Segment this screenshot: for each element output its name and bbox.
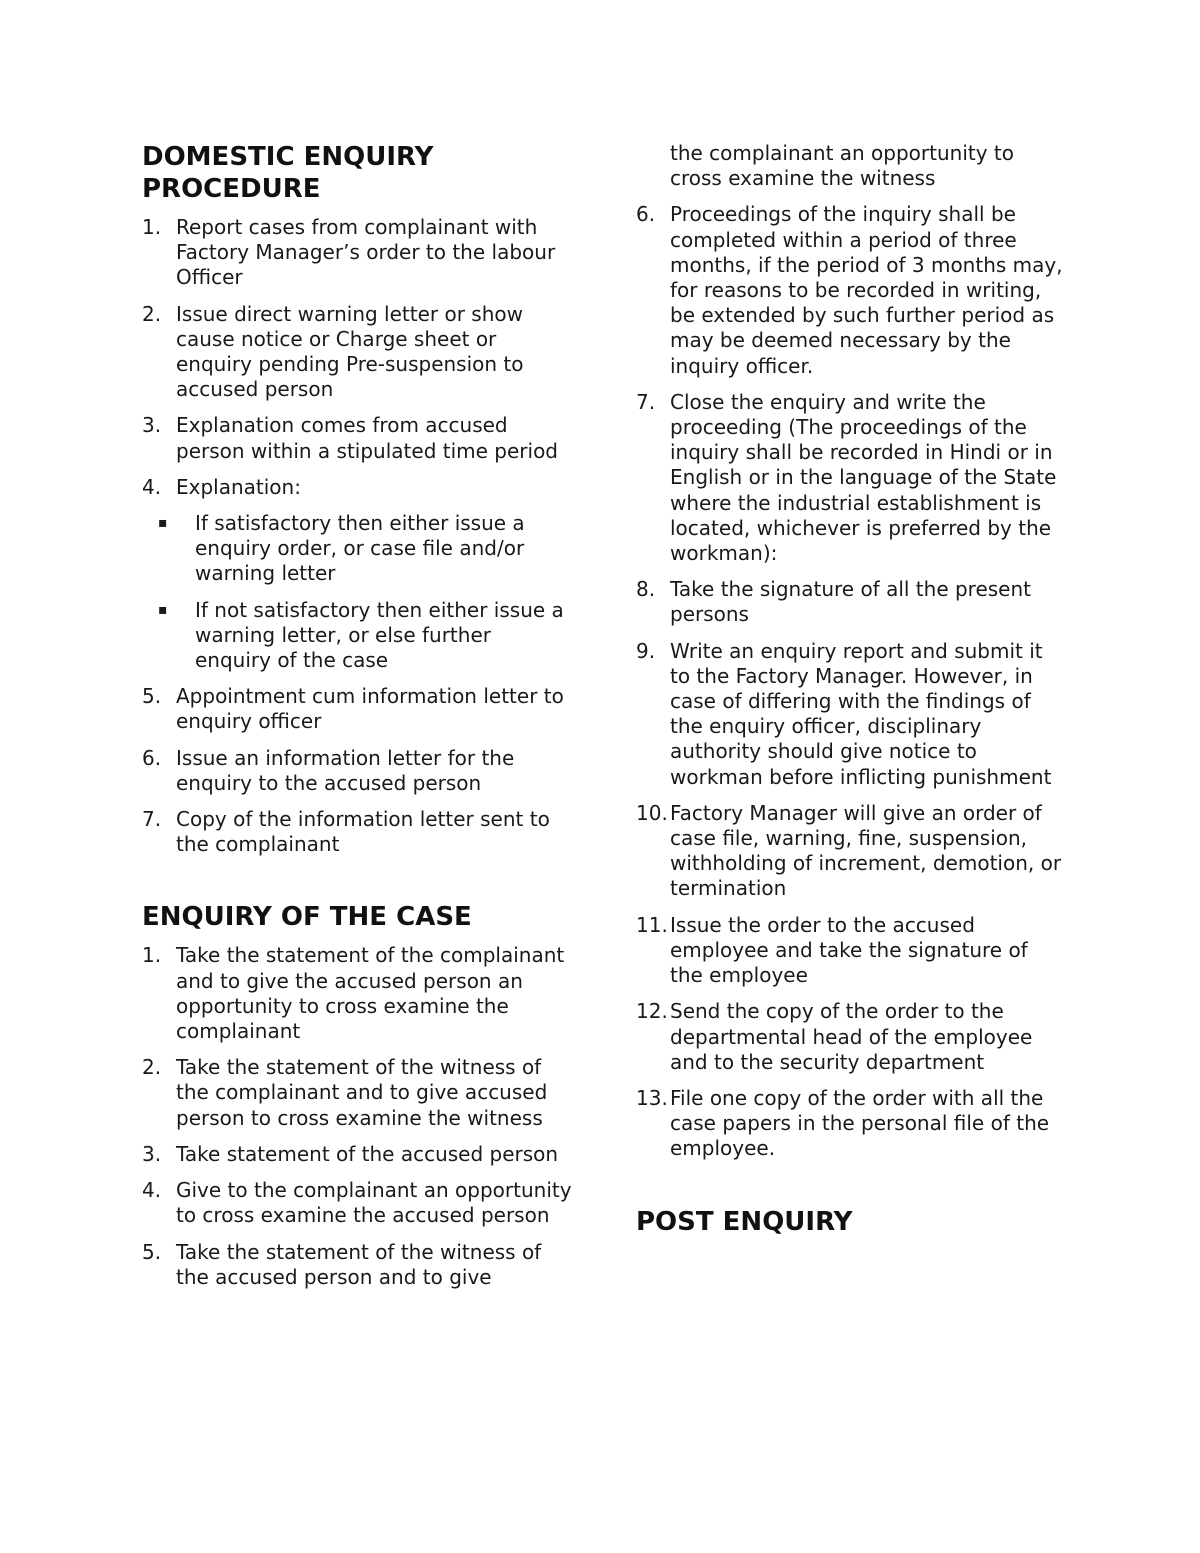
list-item bbox=[142, 807, 572, 857]
item-text: Take the statement of the witness of the complainant and to give accused person to cross examine the witness bbox=[176, 1055, 548, 1130]
item-number: 12. bbox=[636, 999, 668, 1024]
item-text: Appointment cum information letter to enquiry officer bbox=[176, 684, 564, 734]
item-text: Take the statement of the witness of the accused person and to give bbox=[176, 1239, 542, 1289]
item-number: 3. bbox=[142, 1141, 162, 1166]
item-text: Report cases from complainant with Factory Manager’s order to the labour Officer bbox=[176, 215, 556, 290]
bullet-item bbox=[142, 598, 572, 674]
item-text: Take the signature of all the present persons bbox=[670, 577, 1032, 627]
square-bullet-icon: ▪ bbox=[158, 515, 168, 532]
list-item bbox=[636, 202, 1066, 378]
item-number: 4. bbox=[142, 1178, 162, 1203]
item-number: 2. bbox=[142, 1055, 162, 1080]
list-item bbox=[142, 1240, 572, 1290]
item-text: Proceedings of the inquiry shall be completed within a period of three months, if the period of 3 months may, for reasons to be recorded in writing, be extended by such further period as may be deemed necessary by the inquiry officer. bbox=[670, 202, 1063, 378]
list-item bbox=[142, 302, 572, 403]
item-number: 7. bbox=[142, 807, 162, 832]
item-text: Explanation comes from accused person within a stipulated time period bbox=[176, 413, 559, 463]
section-title-post-enquiry: POST ENQUIRY bbox=[636, 1206, 853, 1237]
item-number: 5. bbox=[142, 1239, 162, 1264]
list-item bbox=[636, 913, 1066, 989]
item-number: 10. bbox=[636, 800, 668, 825]
item-text: Factory Manager will give an order of case file, warning, fine, suspension, withholding of increment, demotion, or termination bbox=[670, 800, 1062, 901]
list-item bbox=[142, 475, 572, 500]
item-text: Close the enquiry and write the proceeding (The proceedings of the inquiry shall be recorded in Hindi or in English or in the language of the State where the industrial establishment is located, whichever is preferred by the workman): bbox=[670, 389, 1057, 566]
item-number: 2. bbox=[142, 301, 162, 326]
right-column bbox=[636, 0, 1066, 1238]
item-text: Copy of the information letter sent to the complainant bbox=[176, 807, 550, 857]
procedure-list bbox=[142, 215, 572, 857]
item-text: Take the statement of the complainant and to give the accused person an opportunity to cross examine the complainant bbox=[176, 943, 565, 1044]
item-number: 3. bbox=[142, 413, 162, 438]
list-item bbox=[142, 215, 572, 291]
item-text: Write an enquiry report and submit it to the Factory Manager. However, in case of differing with the findings of the enquiry officer, disciplinary authority should give notice to workman before inflicting punishment bbox=[670, 638, 1052, 789]
bullet-text: If satisfactory then either issue a enquiry order, or case file and/or warning letter bbox=[195, 511, 525, 586]
list-item bbox=[142, 413, 572, 463]
list-item bbox=[142, 1178, 572, 1228]
list-item bbox=[142, 684, 572, 734]
item-text: File one copy of the order with all the case papers in the personal file of the employee. bbox=[670, 1085, 1050, 1161]
item-text: Issue direct warning letter or show cause notice or Charge sheet or enquiry pending Pre-suspension to accused person bbox=[176, 301, 524, 402]
list-item bbox=[636, 639, 1066, 790]
list-item bbox=[636, 801, 1066, 902]
item-number: 5. bbox=[142, 684, 162, 709]
item-number: 6. bbox=[636, 202, 656, 227]
title-line-1: DOMESTIC ENQUIRY bbox=[142, 142, 434, 172]
case-list-continued bbox=[636, 202, 1066, 1161]
item-number: 8. bbox=[636, 577, 656, 602]
list-item bbox=[142, 943, 572, 1044]
bullet-item bbox=[142, 511, 572, 587]
item-text: Explanation: bbox=[176, 474, 301, 499]
item-number: 1. bbox=[142, 215, 162, 239]
list-item bbox=[142, 1142, 572, 1167]
bullet-text: If not satisfactory then either issue a warning letter, or else further enquiry of the case bbox=[195, 597, 564, 673]
item-text: Give to the complainant an opportunity to cross examine the accused person bbox=[176, 1178, 572, 1228]
item-text: Send the copy of the order to the departmental head of the employee and to the security department bbox=[670, 999, 1033, 1074]
item-number: 4. bbox=[142, 474, 162, 499]
item-number: 1. bbox=[142, 943, 162, 968]
list-item bbox=[142, 1055, 572, 1131]
item-text: Issue an information letter for the enquiry to the accused person bbox=[176, 745, 515, 795]
continued-item-text: the complainant an opportunity to cross examine the witness bbox=[670, 141, 1015, 191]
list-item bbox=[636, 999, 1066, 1075]
item-number: 13. bbox=[636, 1085, 668, 1110]
square-bullet-icon: ▪ bbox=[158, 601, 168, 618]
item-number: 9. bbox=[636, 638, 656, 663]
item-text: Take statement of the accused person bbox=[176, 1141, 559, 1166]
title-line-2: PROCEDURE bbox=[142, 174, 321, 204]
item-number: 11. bbox=[636, 912, 668, 937]
list-item bbox=[142, 746, 572, 796]
list-item bbox=[636, 577, 1066, 627]
list-item bbox=[636, 1086, 1066, 1162]
item-text: Issue the order to the accused employee and take the signature of the employee bbox=[670, 912, 1028, 988]
case-list bbox=[142, 943, 572, 1289]
section-title-enquiry-of-case: ENQUIRY OF THE CASE bbox=[142, 902, 472, 933]
item-number: 7. bbox=[636, 389, 656, 414]
list-item bbox=[636, 390, 1066, 566]
item-number: 6. bbox=[142, 745, 162, 770]
section-title-domestic-enquiry bbox=[142, 141, 572, 205]
left-column bbox=[142, 0, 572, 1301]
